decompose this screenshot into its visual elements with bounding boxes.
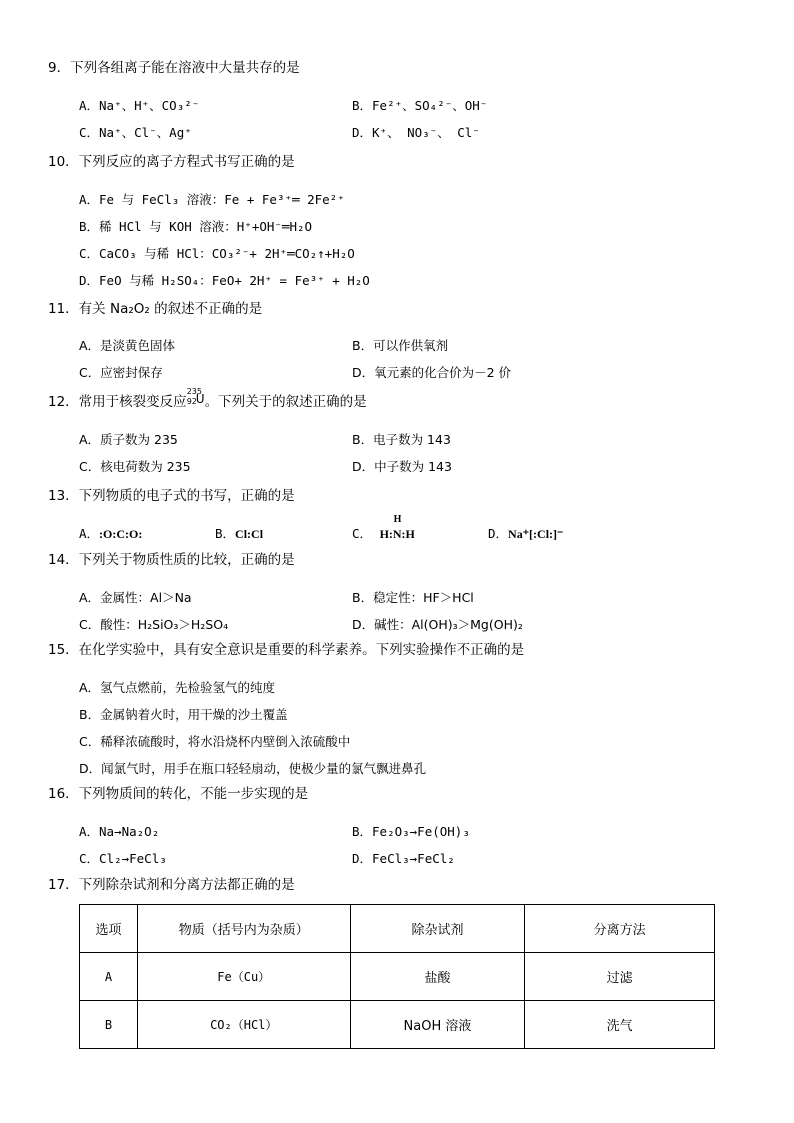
cl2-electron-formula: Cl:Cl xyxy=(235,527,264,541)
header-cell: 除杂试剂 xyxy=(350,905,525,953)
q16-option-b: B．Fe₂O₃→Fe(OH)₃ xyxy=(352,824,470,839)
q11-option-c: C．应密封保存 xyxy=(79,365,163,380)
table-cell: CO₂（HCl） xyxy=(137,1001,350,1049)
header-cell: 分离方法 xyxy=(525,905,715,953)
nh3-electron-formula: H:N:H xyxy=(379,527,415,541)
question-15-stem: 15．在化学实验中，具有安全意识是重要的科学素养。下列实验操作不正确的是 xyxy=(48,642,525,658)
q12-stem-pre: 12．常用于核裂变反应 xyxy=(48,394,187,410)
q13-option-b: B．Cl:Cl xyxy=(215,526,264,541)
q9-option-c: C．Na⁺、Cl⁻、Ag⁺ xyxy=(79,125,192,140)
q14-option-c: C．酸性：H₂SiO₃＞H₂SO₄ xyxy=(79,617,229,632)
co2-electron-formula: :O:C:O: xyxy=(99,527,143,541)
table-row xyxy=(80,1001,715,1049)
table-cell: Fe（Cu） xyxy=(137,953,350,1001)
q15-option-c: C．稀释浓硫酸时，将水沿烧杯内壁倒入浓硫酸中 xyxy=(79,734,351,749)
q13-option-d: D．Na⁺[:Cl:]⁻ xyxy=(488,526,564,541)
table-header-row xyxy=(80,905,715,953)
q12-option-d: D．中子数为 143 xyxy=(352,459,452,474)
question-10-stem: 10．下列反应的离子方程式书写正确的是 xyxy=(48,154,295,170)
question-12-stem xyxy=(48,387,367,410)
question-11-stem: 11．有关 Na₂O₂ 的叙述不正确的是 xyxy=(48,301,263,317)
q10-option-c: C．CaCO₃ 与稀 HCl：CO₃²⁻+ 2H⁺═CO₂↑+H₂O xyxy=(79,246,355,261)
q9-option-d: D．K⁺、 NO₃⁻、 Cl⁻ xyxy=(352,125,480,140)
question-9-stem: 9．下列各组离子能在溶液中大量共存的是 xyxy=(48,60,300,76)
q15-option-b: B．金属钠着火时，用干燥的沙土覆盖 xyxy=(79,707,288,722)
q14-option-a: A．金属性：Al＞Na xyxy=(79,590,192,605)
header-cell: 物质（括号内为杂质） xyxy=(137,905,350,953)
q12-option-a: A．质子数为 235 xyxy=(79,432,178,447)
q16-option-a: A．Na→Na₂O₂ xyxy=(79,824,160,839)
q12-option-c: C．核电荷数为 235 xyxy=(79,459,191,474)
q15-option-d: D．闻氯气时，用手在瓶口轻轻扇动，使极少量的氯气飘进鼻孔 xyxy=(79,761,427,776)
q13-option-c: C． H H:N:H xyxy=(352,514,415,541)
q10-option-a: A．Fe 与 FeCl₃ 溶液：Fe + Fe³⁺═ 2Fe²⁺ xyxy=(79,192,345,207)
q15-option-a: A．氢气点燃前，先检验氢气的纯度 xyxy=(79,680,276,695)
q14-option-b: B．稳定性：HF＞HCl xyxy=(352,590,474,605)
question-16-stem: 16．下列物质间的转化，不能一步实现的是 xyxy=(48,786,309,802)
q16-option-c: C．Cl₂→FeCl₃ xyxy=(79,851,167,866)
table-cell: NaOH 溶液 xyxy=(350,1001,525,1049)
q10-option-d: D．FeO 与稀 H₂SO₄：FeO+ 2H⁺ = Fe³⁺ + H₂O xyxy=(79,273,370,288)
table-cell: 盐酸 xyxy=(350,953,525,1001)
q11-option-d: D．氧元素的化合价为－2 价 xyxy=(352,365,512,380)
purification-table xyxy=(79,904,715,1049)
q16-option-d: D．FeCl₃→FeCl₂ xyxy=(352,851,455,866)
q11-option-b: B．可以作供氧剂 xyxy=(352,338,449,353)
q13-option-a: A．:O:C:O: xyxy=(79,526,143,541)
nacl-electron-formula: Na⁺[:Cl:]⁻ xyxy=(508,527,564,541)
q10-option-b: B．稀 HCl 与 KOH 溶液：H⁺+OH⁻═H₂O xyxy=(79,219,313,234)
uranium-isotope: 235 92 U xyxy=(186,387,205,406)
table-cell: 过滤 xyxy=(525,953,715,1001)
header-cell: 选项 xyxy=(80,905,138,953)
q12-option-b: B．电子数为 143 xyxy=(352,432,451,447)
question-14-stem: 14．下列关于物质性质的比较，正确的是 xyxy=(48,552,295,568)
table-cell: B xyxy=(80,1001,138,1049)
question-17-stem: 17．下列除杂试剂和分离方法都正确的是 xyxy=(48,877,295,893)
q12-stem-post: 。下列关于的叙述正确的是 xyxy=(204,394,367,410)
q9-option-b: B．Fe²⁺、SO₄²⁻、OH⁻ xyxy=(352,98,488,113)
table-cell: 洗气 xyxy=(525,1001,715,1049)
q9-option-a: A．Na⁺、H⁺、CO₃²⁻ xyxy=(79,98,200,113)
q11-option-a: A．是淡黄色固体 xyxy=(79,338,176,353)
question-13-stem: 13．下列物质的电子式的书写，正确的是 xyxy=(48,488,295,504)
table-cell: A xyxy=(80,953,138,1001)
table-row xyxy=(80,953,715,1001)
nh3-top-h: H xyxy=(393,514,402,525)
q14-option-d: D．碱性：Al(OH)₃＞Mg(OH)₂ xyxy=(352,617,523,632)
